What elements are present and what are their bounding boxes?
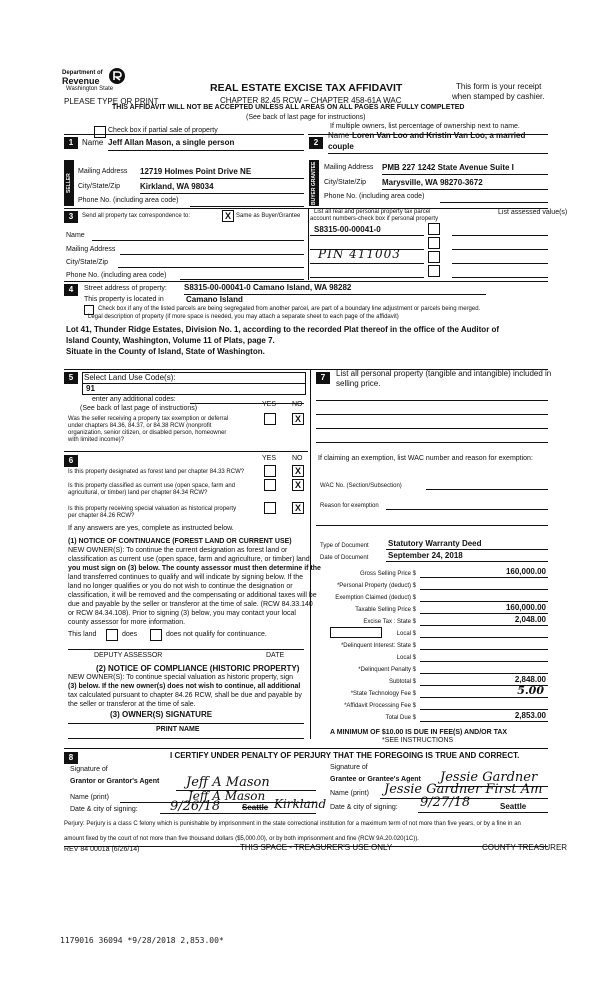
total-due-value: 2,853.00 bbox=[514, 711, 546, 720]
s5-yes-header: YES bbox=[262, 401, 277, 408]
same-as-buyer-checkbox[interactable]: X bbox=[222, 210, 234, 222]
not-accepted-note: THIS AFFIDAVIT WILL NOT BE ACCEPTED UNLESS ALL AREAS ON ALL PAGES ARE FULLY COMPLETED bbox=[112, 104, 465, 111]
multiple-owners-note: If multiple owners, list percentage of ownership next to name. bbox=[330, 123, 520, 130]
land-use-code[interactable]: 91 bbox=[86, 384, 95, 393]
same-as-buyer-label: Same as Buyer/Grantee bbox=[236, 213, 301, 219]
grantor-sign-date: 9/26/18 bbox=[170, 799, 221, 814]
exemption-q-2: under chapters 84.36, 84.37, or 84.38 RCW (nonprofit bbox=[68, 423, 212, 429]
street-address: S8315-00-00041-0 Camano Island, WA 98282 bbox=[184, 283, 352, 292]
excise-local-label: Local $ bbox=[396, 631, 416, 637]
taxable-price-value: 160,000.00 bbox=[505, 603, 546, 612]
deputy-assessor-label: DEPUTY ASSESSOR bbox=[94, 652, 163, 659]
grantee-sign-date: 9/27/18 bbox=[420, 795, 471, 810]
s6-yes-header: YES bbox=[262, 455, 277, 462]
section-6-number: 6 bbox=[64, 455, 78, 467]
legal-desc-2: Island County, Washington, Volume 11 of Plats, page 7. bbox=[66, 336, 275, 345]
legal-desc-3: Situate in the County of Island, State of Washington. bbox=[66, 347, 265, 356]
buyer-side-label: BUYER GRANTEE bbox=[311, 161, 317, 205]
delinquent-local-label: Local $ bbox=[396, 655, 416, 661]
compliance-text-3: tax calculated pursuant to chapter 84.26 RCW, shall be due and payable by bbox=[68, 692, 302, 699]
owner-signature-label: (3) OWNER(S) SIGNATURE bbox=[110, 710, 213, 719]
wac-label: WAC No. (Section/Subsection) bbox=[320, 483, 402, 489]
seller-city-label: City/State/Zip bbox=[78, 183, 121, 190]
deputy-date-label: DATE bbox=[266, 652, 285, 659]
forest-no-checkbox[interactable]: X bbox=[292, 465, 304, 477]
grantor-signature: Jeff A Mason bbox=[186, 775, 270, 790]
exemption-q-3: organization, senior citizen, or disabled person, homeowner bbox=[68, 430, 227, 436]
buyer-name-1: Loren Van Loo and Kristin Van Loo, a married bbox=[352, 131, 526, 140]
parcel-header-1: List all real and personal property tax parcel bbox=[314, 209, 431, 215]
buyer-city: Marysville, WA 98270-3672 bbox=[382, 178, 483, 187]
corr-phone-label: Phone No. (including area code) bbox=[66, 272, 167, 279]
grantor-agent-label: Grantor or Grantor's Agent bbox=[70, 778, 160, 785]
current-use-q-2: agricultural, or timber) land per chapter 84.34 RCW? bbox=[68, 490, 208, 496]
current-use-q-1: Is this property classified as current use (open space, farm and bbox=[68, 483, 236, 489]
grantor-name-print-label: Name (print) bbox=[70, 794, 109, 801]
excise-local-rate-box[interactable] bbox=[330, 627, 382, 638]
personal-deduct-label: *Personal Property (deduct) $ bbox=[336, 583, 416, 589]
subtotal-value: 2,848.00 bbox=[514, 675, 546, 684]
historic-q-2: per chapter 84.26 RCW? bbox=[68, 513, 135, 519]
continuance-title: (1) NOTICE OF CONTINUANCE (FOREST LAND OR CURRENT USE) bbox=[68, 538, 292, 545]
seller-name-label: Name bbox=[82, 138, 104, 147]
section-1-number: 1 bbox=[64, 137, 78, 149]
section-4-number: 4 bbox=[64, 284, 78, 296]
additional-codes-label: enter any additional codes: bbox=[92, 396, 176, 403]
does-qualify-checkbox[interactable] bbox=[106, 629, 118, 641]
s5-no-header: NO bbox=[292, 401, 303, 408]
doc-date-value: September 24, 2018 bbox=[388, 551, 463, 560]
doc-type-label: Type of Document bbox=[320, 543, 369, 549]
personal-property-label-1: List all personal property (tangible and intangible) included in bbox=[336, 369, 552, 378]
segregated-label: Check box if any of the listed parcels are being segregated from another parcel, are part of a boundary line adjustment or parcels being merged. bbox=[98, 306, 481, 312]
partial-sale-checkbox[interactable] bbox=[94, 126, 106, 138]
see-instructions-note: *SEE INSTRUCTIONS bbox=[382, 737, 454, 744]
assessed-header: List assessed value(s) bbox=[498, 209, 568, 216]
section-2-number: 2 bbox=[309, 137, 323, 149]
seller-phone-label: Phone No. (including area code) bbox=[78, 197, 179, 204]
excise-state-label: Excise Tax : State $ bbox=[363, 619, 416, 625]
corr-name-label: Name bbox=[66, 232, 85, 239]
partial-sale-label: Check box if partial sale of property bbox=[108, 127, 218, 134]
send-correspondence-label: Send all property tax correspondence to: bbox=[82, 213, 191, 219]
buyer-phone-label: Phone No. (including area code) bbox=[324, 193, 425, 200]
compliance-title: (2) NOTICE OF COMPLIANCE (HISTORIC PROPERTY) bbox=[96, 664, 300, 673]
chapter-ref: CHAPTER 82.45 RCW – CHAPTER 458-61A WAC bbox=[220, 96, 402, 105]
tech-fee-value: 5.00 bbox=[517, 684, 544, 697]
perjury-note-2: amount fixed by the court of not more than five thousand dollars ($5,000.00), or by both imprisonment and fine (RCW 9A.20.020(1C)). bbox=[64, 836, 419, 842]
does-not-qualify-checkbox[interactable] bbox=[150, 629, 162, 641]
cashier-stamp: 1179016 36094 *9/28/2018 2,853.00* bbox=[60, 936, 224, 945]
please-type: PLEASE TYPE OR PRINT bbox=[64, 97, 159, 106]
doc-type-value: Statutory Warranty Deed bbox=[388, 539, 482, 548]
total-due-label: Total Due $ bbox=[385, 715, 416, 721]
parcel-number-1: S8315-00-00041-0 bbox=[314, 225, 381, 234]
parcel-header-2: account numbers-check box if personal property bbox=[310, 216, 439, 222]
perjury-note-1: Perjury: Perjury is a class C felony which is punishable by imprisonment in the state correctional institution for a maximum term of not more than five years, or by a fine in an bbox=[64, 821, 521, 827]
section-8-number: 8 bbox=[64, 752, 78, 764]
county-treasurer-label: COUNTY TREASURER bbox=[482, 843, 568, 852]
grantor-date-city-label: Date & city of signing: bbox=[70, 806, 138, 813]
grantee-print-name: Jessie Gardner First Am bbox=[384, 782, 543, 797]
reason-label: Reason for exemption bbox=[320, 503, 379, 509]
see-back-instructions: (See back of last page of instructions) bbox=[80, 405, 198, 412]
current-use-no-checkbox[interactable]: X bbox=[292, 479, 304, 491]
corr-mailing-label: Mailing Address bbox=[66, 246, 116, 253]
continuance-text-2: classification as current use (open space, farm and agriculture, or timber) land, bbox=[68, 556, 312, 563]
treasurer-use-label: THIS SPACE - TREASURER'S USE ONLY bbox=[240, 843, 393, 852]
grantee-agent-label: Grantee or Grantee's Agent bbox=[330, 776, 421, 783]
gross-price-value: 160,000.00 bbox=[505, 567, 546, 576]
buyer-mailing: PMB 227 1242 State Avenue Suite I bbox=[382, 163, 514, 172]
grantee-name-print-label: Name (print) bbox=[330, 790, 369, 797]
continuance-text-3: you must sign on (3) below. The county assessor must then determine if the bbox=[68, 565, 321, 572]
grantor-sig-of-label: Signature of bbox=[70, 766, 108, 773]
does-label: does bbox=[122, 631, 138, 638]
personal-property-label-2: selling price. bbox=[336, 379, 381, 388]
seller-mailing: 12719 Holmes Point Drive NE bbox=[140, 167, 252, 176]
delinquent-interest-label: *Delinquent Interest: State $ bbox=[340, 643, 416, 649]
compliance-text-2: (3) below. If the new owner(s) does not wish to continue, all additional bbox=[68, 683, 301, 690]
seller-city: Kirkland, WA 98034 bbox=[140, 182, 214, 191]
if-yes-note: If any answers are yes, complete as instructed below. bbox=[68, 525, 234, 532]
personal-property-checkbox-3[interactable] bbox=[428, 251, 440, 263]
form-title: REAL ESTATE EXCISE TAX AFFIDAVIT bbox=[210, 82, 403, 94]
grantee-sig-of-label: Signature of bbox=[330, 764, 368, 771]
compliance-text-4: the seller or transferor at the time of sale. bbox=[68, 701, 196, 708]
subtotal-label: Subtotal $ bbox=[388, 679, 416, 685]
continuance-text-4: land transferred continues to qualify and will indicate by signing below. If the bbox=[68, 574, 304, 581]
current-use-yes-checkbox[interactable] bbox=[264, 479, 276, 491]
taxable-price-label: Taxable Selling Price $ bbox=[355, 607, 416, 613]
grantee-date-city-label: Date & city of signing: bbox=[330, 804, 398, 811]
forest-yes-checkbox[interactable] bbox=[264, 465, 276, 477]
exemption-q-4: with limited income)? bbox=[68, 437, 125, 443]
buyer-mailing-label: Mailing Address bbox=[324, 164, 374, 171]
continuance-text-8: or RCW 84.34.108). Prior to signing (3) below, you may contact your local bbox=[68, 610, 296, 617]
buyer-name-2: couple bbox=[328, 142, 354, 151]
delinquent-penalty-label: *Delinquent Penalty $ bbox=[358, 667, 416, 673]
doc-date-label: Date of Document bbox=[320, 555, 369, 561]
continuance-text-1: NEW OWNER(S): To continue the current designation as forest land or bbox=[68, 547, 288, 554]
historic-q-1: Is this property receiving special valuation as historical property bbox=[68, 506, 237, 512]
gross-price-label: Gross Selling Price $ bbox=[359, 571, 416, 577]
exemption-yes-checkbox[interactable] bbox=[264, 413, 276, 425]
excise-state-value: 2,048.00 bbox=[514, 615, 546, 624]
legal-desc-1: Lot 41, Thunder Ridge Estates, Division No. 1, according to the recorded Plat thereof in the office of the Auditor of bbox=[66, 325, 500, 334]
land-use-label: Select Land Use Code(s): bbox=[84, 373, 176, 382]
compliance-text-1: NEW OWNER(S): To continue special valuation as historic property, sign bbox=[68, 674, 293, 681]
pin-handwritten: PIN 411003 bbox=[318, 247, 401, 261]
dept-state: Washington State bbox=[66, 86, 114, 92]
exemption-claim-label: If claiming an exemption, list WAC number and reason for exemption: bbox=[318, 455, 533, 462]
grantor-sign-city: Kirkland bbox=[274, 797, 327, 811]
legal-desc-label: Legal description of property (if more space is needed, you may attach a separate sheet to each page of the affidavit) bbox=[88, 314, 399, 320]
personal-property-checkbox-1[interactable] bbox=[428, 223, 440, 235]
exemption-deduct-label: Exemption Claimed (deduct) $ bbox=[335, 595, 416, 601]
receipt-note-2: when stamped by cashier. bbox=[452, 92, 545, 101]
grantor-city-struck: Seattle bbox=[242, 803, 269, 812]
continuance-text-5: land no longer qualifies or you do not wish to continue the designation or bbox=[68, 583, 293, 590]
section-7-number: 7 bbox=[316, 372, 330, 384]
continuance-text-9: county assessor for more information. bbox=[68, 619, 186, 626]
historic-no-checkbox[interactable]: X bbox=[292, 502, 304, 514]
exemption-q-1: Was the seller receiving a property tax exemption or deferral bbox=[68, 416, 229, 422]
does-not-label: does not qualify for continuance. bbox=[166, 631, 267, 638]
forest-land-q: Is this property designated as forest land per chapter 84.33 RCW? bbox=[68, 469, 245, 475]
section-3-number: 3 bbox=[64, 211, 78, 223]
minimum-due-note: A MINIMUM OF $10.00 IS DUE IN FEE(S) AND/OR TAX bbox=[330, 729, 508, 736]
certify-statement: I CERTIFY UNDER PENALTY OF PERJURY THAT THE FOREGOING IS TRUE AND CORRECT. bbox=[170, 751, 520, 760]
personal-property-checkbox-2[interactable] bbox=[428, 237, 440, 249]
grantee-sign-city: Seattle bbox=[500, 802, 527, 811]
street-label: Street address of property: bbox=[84, 285, 167, 292]
tech-fee-label: *State Technology Fee $ bbox=[350, 691, 416, 697]
this-land-label: This land bbox=[68, 631, 97, 638]
form-revision: REV 84 0001a (6/26/14) bbox=[64, 846, 140, 853]
grantee-signature: Jessie Gardner bbox=[440, 770, 538, 785]
dept-label: Department of bbox=[62, 70, 103, 76]
see-back-note: (See back of last page for instructions) bbox=[246, 114, 366, 121]
section-5-number: 5 bbox=[64, 372, 78, 384]
print-name-label: PRINT NAME bbox=[156, 726, 200, 733]
seller-name: Jeff Allan Mason, a single person bbox=[108, 138, 235, 147]
seller-mailing-label: Mailing Address bbox=[78, 168, 128, 175]
affidavit-fee-label: *Affidavit Processing Fee $ bbox=[344, 703, 416, 709]
dept-revenue: Revenue bbox=[62, 76, 100, 86]
seller-side-label: SELLER GRANTOR bbox=[64, 160, 74, 206]
historic-yes-checkbox[interactable] bbox=[264, 502, 276, 514]
exemption-no-checkbox[interactable]: X bbox=[292, 413, 304, 425]
grantor-print-name: Jeff A Mason bbox=[188, 789, 266, 803]
personal-property-checkbox-4[interactable] bbox=[428, 265, 440, 277]
corr-city-label: City/State/Zip bbox=[66, 259, 109, 266]
buyer-name-label: Name bbox=[328, 131, 350, 140]
receipt-note-1: This form is your receipt bbox=[456, 82, 542, 91]
buyer-city-label: City/State/Zip bbox=[324, 179, 367, 186]
continuance-text-6: classification, it will be removed and the compensating or additional taxes will be bbox=[68, 592, 317, 599]
located-value: Camano Island bbox=[186, 295, 243, 304]
continuance-text-7: due and payable by the seller or transferor at the time of sale. (RCW 84.33.140 bbox=[68, 601, 313, 608]
s6-no-header: NO bbox=[292, 455, 303, 462]
located-label: This property is located in bbox=[84, 296, 164, 303]
dor-logo-icon bbox=[108, 67, 126, 85]
